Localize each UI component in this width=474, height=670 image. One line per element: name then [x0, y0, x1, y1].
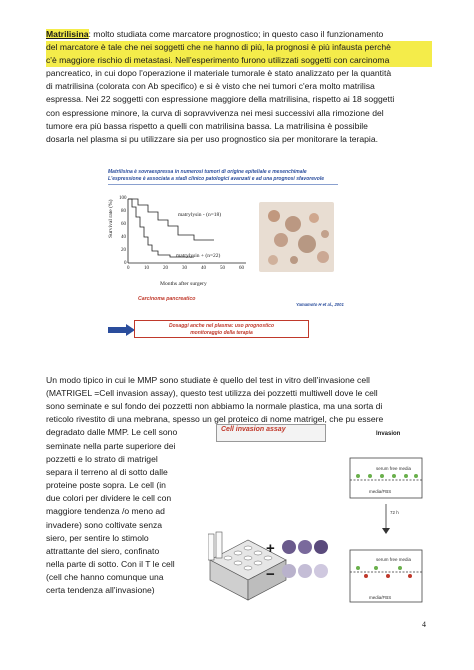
- histology-image: [259, 202, 334, 272]
- km-ylabel: Survival rate (%): [108, 199, 114, 238]
- para1-line-3: c'è maggiore rischio di metastasi. Nell'esperimento furono utilizzati soggetti con carcinoma: [46, 54, 432, 67]
- para1-line-6: espressa. Nei 22 soggetti con espressione maggiore della matrilisina, rispetto ai 18 soggetti: [46, 94, 395, 105]
- time-label: 72 h: [390, 510, 399, 515]
- para1-line-8: tumore era più bassa rispetto a quelli con matrilisina bassa. La matrilisina è possibile: [46, 120, 368, 131]
- stained-wells: [280, 538, 330, 588]
- invasion-title: Invasion: [376, 431, 401, 437]
- para2-line-5: degradato dalle MMP. Le cell sono: [46, 427, 178, 438]
- km-xtick-0: 0: [127, 266, 130, 271]
- minus-sign: −: [266, 566, 275, 583]
- para2-line-3: sono seminate e sul fondo dei pozzetti non abbiamo la normale plastica, ma una sorta di: [46, 401, 383, 412]
- term-matrilisina: Matrilisina: [46, 29, 89, 39]
- cell-invasion-title: Cell invasion assay: [221, 426, 286, 433]
- km-ytick-60: 60: [121, 222, 126, 227]
- para1-line-4: pancreatico, in cui dopo l'operazione il materiale tumorale è stato analizzato per la quantità: [46, 68, 392, 79]
- km-xtick-20: 20: [163, 266, 168, 271]
- page-number: 4: [422, 620, 426, 629]
- km-xtick-30: 30: [182, 266, 187, 271]
- km-xlabel: Months after surgery: [160, 281, 207, 287]
- para2-line-2: (MATRIGEL =Cell invasion assay), questo test utilizza dei pozzetti multiwell dove le cell: [46, 388, 378, 399]
- km-ytick-80: 80: [121, 209, 126, 214]
- km-xtick-60: 60: [239, 266, 244, 271]
- km-curve-matrilysin-plus: [128, 199, 194, 257]
- carcinoma-label: Carcinoma pancreatico: [138, 296, 196, 302]
- paragraph-matrilisina: [46, 28, 432, 146]
- para1-line-2: del marcatore è tale che nei soggetti che ne hanno di più, la prognosi è più infausta perchè: [46, 41, 432, 54]
- media-fbs-label-bottom: media/FBS: [369, 595, 392, 600]
- plasma-dosage-box: Dosaggi anche nel plasma: uso prognostico monitoraggio della terapia: [134, 320, 309, 338]
- km-xtick-40: 40: [201, 266, 206, 271]
- km-curve-matrilysin-minus: [128, 199, 214, 240]
- plus-sign: +: [266, 540, 275, 557]
- para1-line-7: con espressione minore, la curva di sopravvivenza nei mesi successivi alla rimozione del: [46, 107, 384, 118]
- km-xtick-10: 10: [144, 266, 149, 271]
- km-ytick-100: 100: [119, 196, 127, 201]
- serum-free-label-top: serum free media: [376, 466, 412, 471]
- reference-label: Yamamoto H et al., 2001: [296, 302, 344, 307]
- km-ytick-20: 20: [121, 248, 126, 253]
- serum-free-label-bottom: serum free media: [376, 557, 412, 562]
- km-ytick-40: 40: [121, 235, 126, 240]
- km-ytick-0: 0: [124, 261, 127, 266]
- left-column-text: seminate nella parte superiore dei pozzetti e lo strato di matrigel separa il terreno al di sotto dalle proteine poste sopra. Le cell (in due colori per dividere le cell con maggiore tendenza /o meno ad invadere) sono coltivate senza siero, per sentire lo stimolo attrattante del siero, confinato nella parte di sotto. Con il T le cell (cell che hanno comunque una certa tendenza all'invasione): [46, 441, 176, 596]
- km-series-plus-label: matrylysin + (n=22): [176, 253, 221, 259]
- figure1-divider: [108, 184, 338, 185]
- para1-line-5: di matrilisina (colorata con Ab specifico) e si è visto che nei tumori c'era molto matrilisa: [46, 81, 375, 92]
- para2-line-4: reticolo rivestito di una mebrana, spesso un gel proteico di nome matrigel, che pu essere: [46, 414, 384, 425]
- km-series-minus-label: matrylysin - (n=18): [178, 212, 222, 218]
- para1-line-9: dosarla nel plasma si pu utilizzare sia per uso prognostico sia per monitorare la terapia.: [46, 133, 378, 144]
- media-fbs-label-top: media/FBS: [369, 489, 392, 494]
- figure1-caption: Matrilisina è sovraespressa in numerosi tumori di origine epiteliale e mesenchimale L'espressione è associata a stadi clinico patologici avanzati e ad una prognosi sfavorevole: [108, 169, 324, 182]
- para2-line-1: Un modo tipico in cui le MMP sono studiate è quello del test in vitro dell'invasione cell: [46, 375, 370, 385]
- km-xtick-50: 50: [220, 266, 225, 271]
- arrow-right-icon: [108, 324, 136, 336]
- para1-line-1: Matrilisina: molto studiata come marcatore prognostico; in questo caso il funzionamento: [46, 29, 384, 39]
